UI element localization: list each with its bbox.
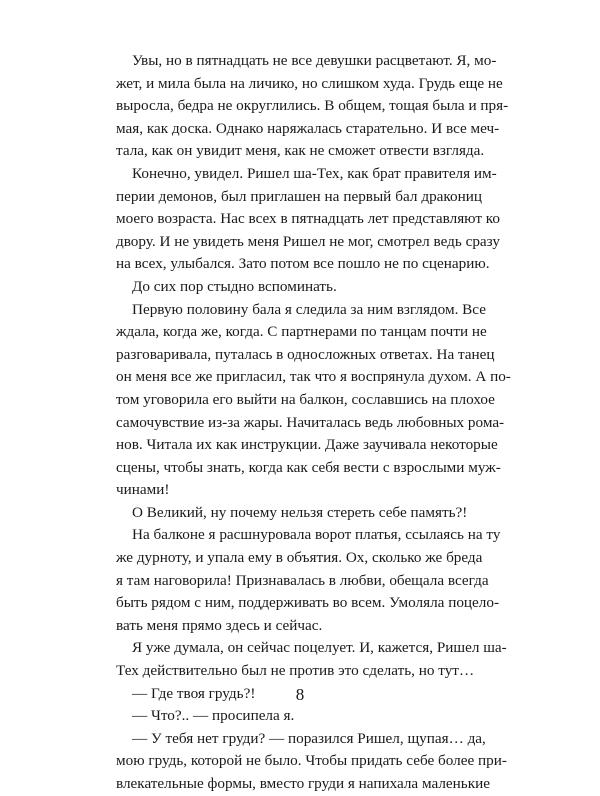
text-line: сцены, чтобы знать, когда как себя вести с взрослыми муж- xyxy=(116,458,501,476)
text-line: Конечно, увидел. Ришел ша-Тех, как брат правителя им- xyxy=(132,164,497,182)
text-line: О Великий, ну почему нельзя стереть себе память?! xyxy=(132,503,468,521)
text-line: нов. Читала их как инструкции. Даже заучивала некоторые xyxy=(116,436,498,454)
text-line: ждала, когда же, когда. С партнерами по танцам почти не xyxy=(116,323,487,341)
text-line: мою грудь, которой не было. Чтобы придать себе более при- xyxy=(116,752,507,770)
text-line: моего возраста. Нас всех в пятнадцать лет представляют ко xyxy=(116,210,500,228)
text-line: я там наговорила! Признавалась в любви, обещала всегда xyxy=(116,571,489,589)
text-line: же дурноту, и упала ему в объятия. Ох, сколько же бреда xyxy=(116,549,483,567)
text-line: Я уже думала, он сейчас поцелует. И, кажется, Ришел ша- xyxy=(132,639,507,657)
text-line: Тех действительно был не против это сделать, но тут… xyxy=(116,662,475,680)
text-line: Первую половину бала я следила за ним взглядом. Все xyxy=(132,300,486,318)
page-number: 8 xyxy=(295,685,305,704)
text-line: выросла, бедра не округлились. В общем, тощая была и пря- xyxy=(116,97,509,115)
body-text xyxy=(116,50,511,796)
text-line: влекательные формы, вместо груди я напихала маленькие xyxy=(116,775,490,792)
text-line: двору. И не увидеть меня Ришел не мог, смотрел ведь сразу xyxy=(116,232,500,250)
text-line: До сих пор стыдно вспоминать. xyxy=(132,277,337,295)
text-line: том уговорила его выйти на балкон, сославшись на плохое xyxy=(116,390,495,408)
text-line: — У тебя нет груди? — поразился Ришел, щупая… да, xyxy=(132,729,486,747)
text-line: вать меня прямо здесь и сейчас. xyxy=(116,616,323,634)
text-line: — Что?.. — просипела я. xyxy=(132,707,295,725)
text-line: Увы, но в пятнадцать не все девушки расцветают. Я, мо- xyxy=(132,52,497,69)
text-line: мая, как доска. Однако наряжалась старательно. И все меч- xyxy=(116,119,500,137)
text-line: На балконе я расшнуровала ворот платья, ссылаясь на ту xyxy=(132,526,501,544)
text-line: он меня все же пригласил, так что я воспрянула духом. А по- xyxy=(116,368,511,386)
text-line: чинами! xyxy=(116,481,170,499)
text-line: — Где твоя грудь?! xyxy=(132,684,256,702)
text-line: на всех, улыбался. Зато потом все пошло не по сценарию. xyxy=(116,255,490,273)
text-line: перии демонов, был приглашен на первый бал дракониц xyxy=(116,187,482,205)
text-line: жет, и мила была на личико, но слишком худа. Грудь еще не xyxy=(116,74,503,92)
text-line: быть рядом с ним, поддерживать во всем. Умоляла поцело- xyxy=(116,594,500,612)
text-line: разговаривала, путалась в односложных ответах. На танец xyxy=(116,345,495,363)
text-line: тала, как он увидит меня, как не сможет отвести взгляда. xyxy=(116,142,485,160)
text-line: самочувствие из-за жары. Начиталась ведь любовных рома- xyxy=(116,413,505,431)
